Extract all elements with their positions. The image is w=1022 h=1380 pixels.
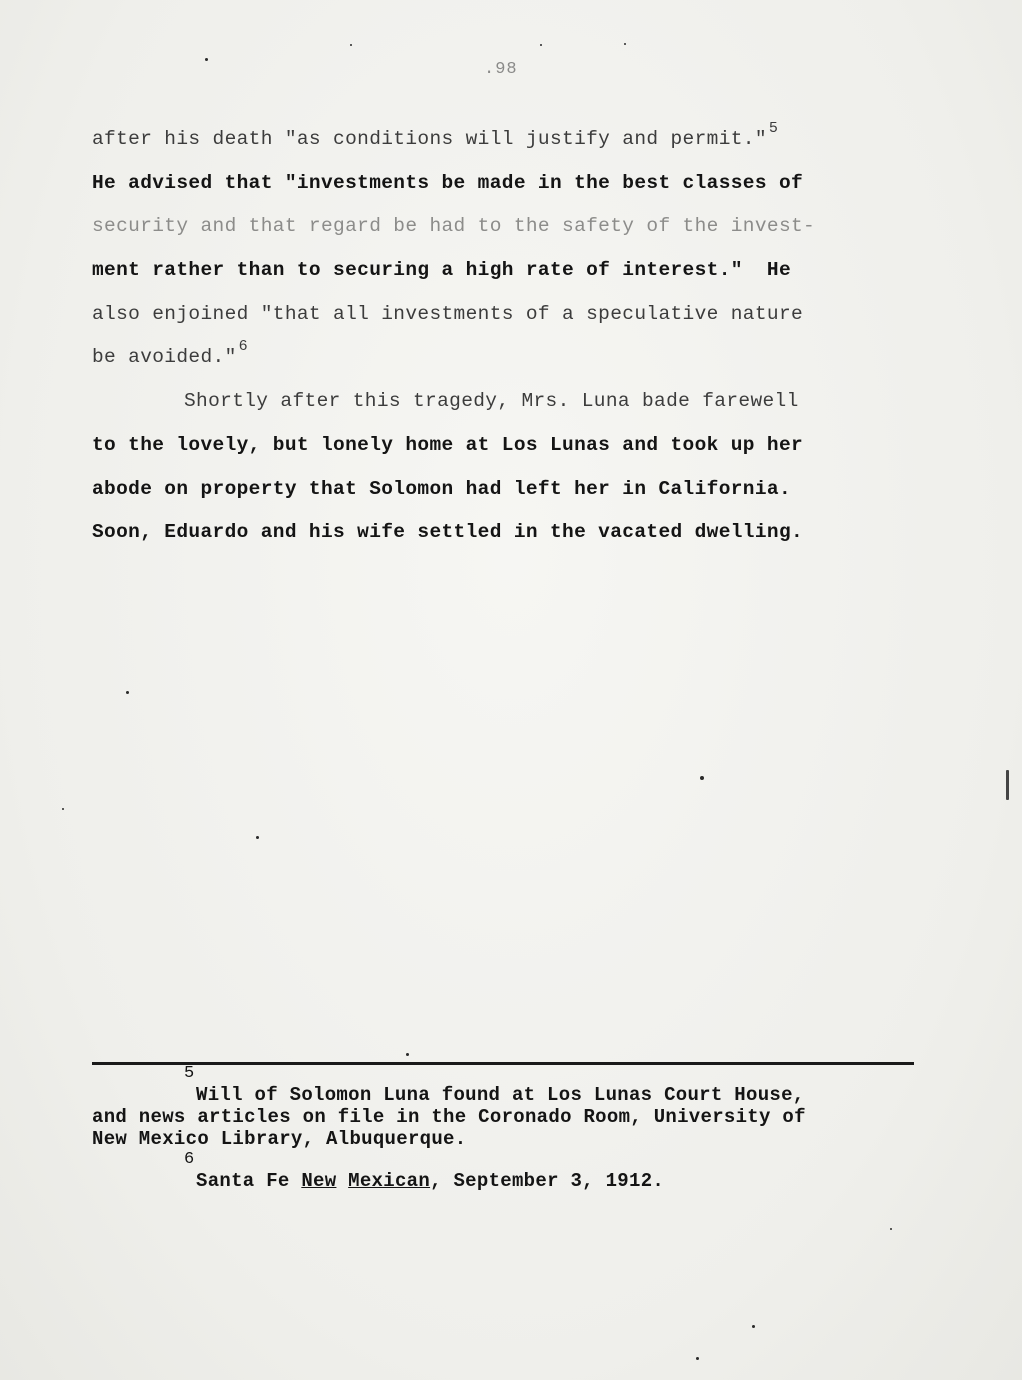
scan-speck — [540, 44, 542, 46]
scan-speck — [700, 776, 704, 780]
text-line: He advised that "investments be made in the best classes of — [92, 171, 804, 194]
scan-speck — [696, 1357, 699, 1360]
text-line: Soon, Eduardo and his wife settled in the vacated dwelling. — [92, 521, 804, 544]
text-line: security and that regard be had to the safety of the invest- — [92, 215, 816, 238]
text-line: abode on property that Solomon had left her in California. — [92, 477, 792, 500]
footnote-number-5: 5 — [184, 1064, 195, 1083]
footnotes — [92, 1064, 932, 1192]
scan-speck — [624, 43, 626, 45]
scan-speck — [256, 836, 259, 839]
scan-speck — [205, 58, 208, 61]
scan-speck — [1006, 770, 1009, 800]
scan-speck — [890, 1228, 892, 1230]
text-line: after his death "as conditions will justify and permit." $^5$ — [92, 120, 779, 150]
text-line: also enjoined "that all investments of a speculative nature — [92, 302, 804, 325]
footnote-ref-5: 5 — [768, 120, 779, 137]
newspaper-title-mexican: Mexican — [348, 1170, 431, 1192]
footnote-5-line: New Mexico Library, Albuquerque. — [92, 1128, 467, 1150]
footnote-number-6: 6 — [184, 1150, 195, 1169]
footnote-ref-6: 6 — [238, 338, 248, 356]
text-line: to the lovely, but lonely home at Los Lunas and took up her — [92, 433, 804, 456]
footnote-5-line: and news articles on file in the Coronado Room, University of — [92, 1106, 806, 1128]
scan-speck — [350, 44, 352, 46]
footnote-5-line: Will of Solomon Luna found at Los Lunas Court House, — [196, 1084, 805, 1106]
scan-speck — [126, 691, 129, 694]
scan-speck — [62, 808, 64, 810]
newspaper-title-new: New — [301, 1170, 337, 1192]
scan-speck — [752, 1325, 755, 1328]
footnote-6-line: Santa Fe New Mexican, September 3, 1912. — [196, 1170, 665, 1192]
page-number: .98 — [484, 60, 518, 79]
text-line: ment rather than to securing a high rate of interest." He — [92, 259, 792, 282]
scan-speck — [406, 1053, 409, 1056]
paragraph-start-line: Shortly after this tragedy, Mrs. Luna bade farewell — [184, 390, 799, 413]
text-line: be avoided." $^6$ — [92, 338, 248, 369]
main-text — [92, 118, 922, 555]
